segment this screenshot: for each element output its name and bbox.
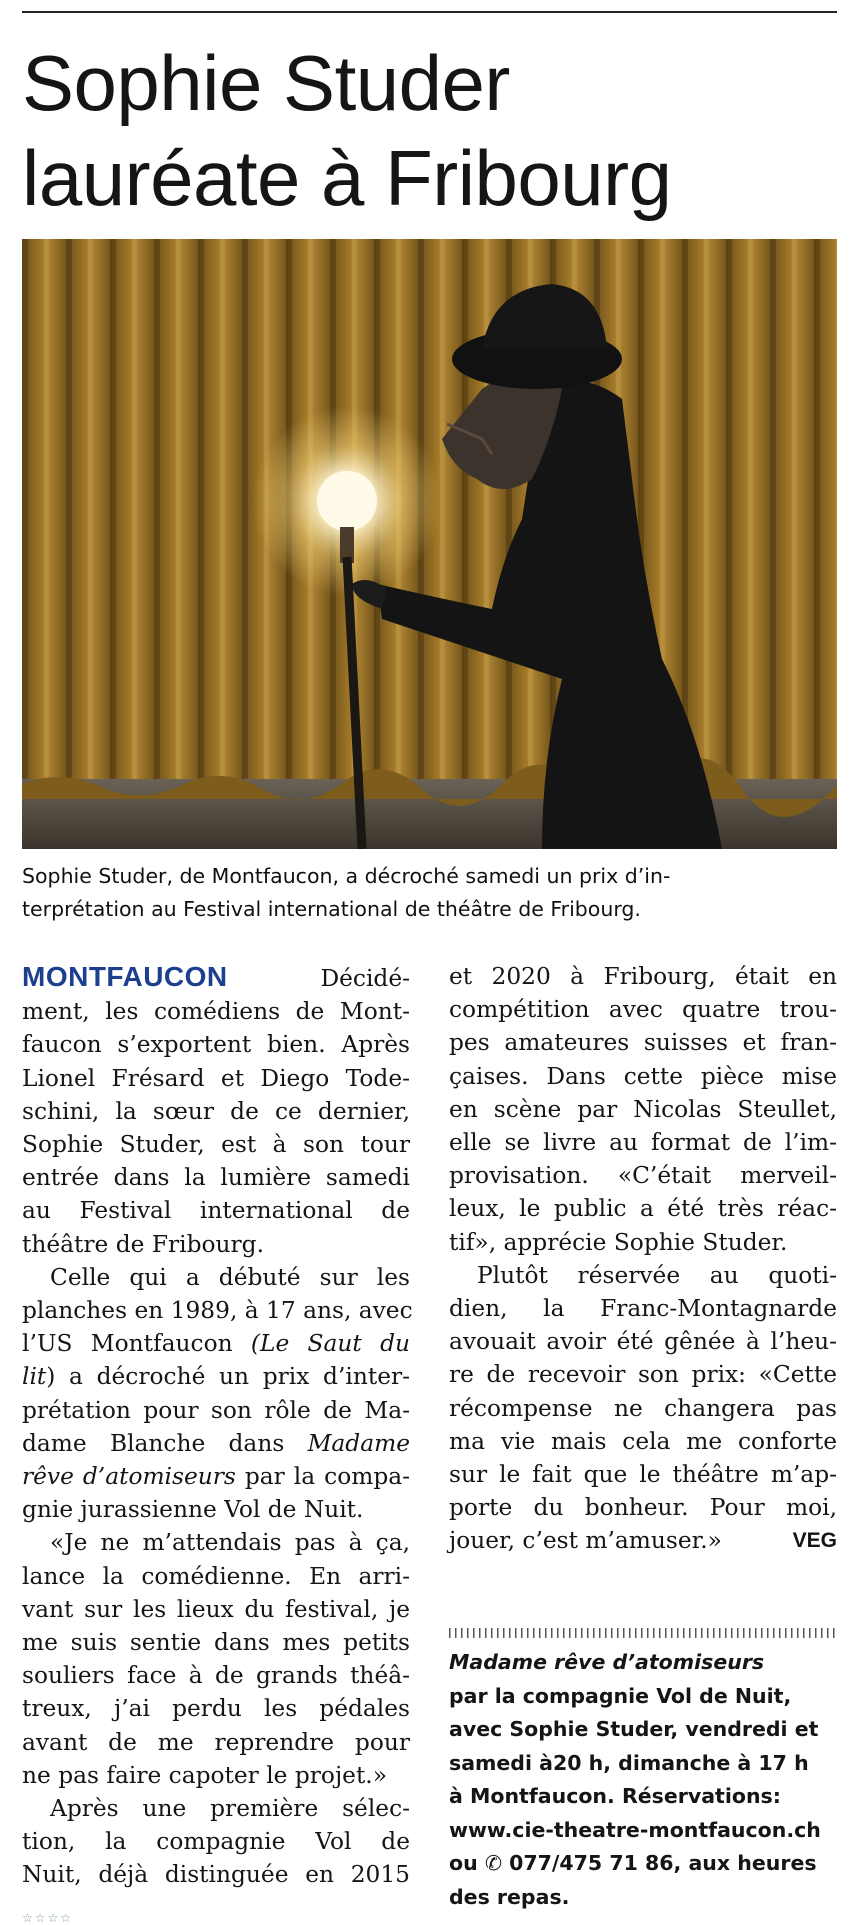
column-1-line: l’US Montfaucon (Le Saut du	[22, 1330, 410, 1358]
caption-line-2: terprétation au Festival international de théâtre de Fribourg.	[22, 897, 641, 921]
column-1-line: prétation pour son rôle de Ma-	[22, 1396, 410, 1424]
column-1-line: Sophie Studer, est à son tour	[22, 1131, 410, 1159]
caption-line-1: Sophie Studer, de Montfaucon, a décroché samedi un prix d’in-	[22, 864, 671, 888]
photo-caption	[22, 860, 842, 926]
column-2-line: sur le fait que le théâtre m’ap-	[449, 1461, 837, 1489]
column-2-line: avouait avoir été gênée à l’heu-	[449, 1328, 837, 1356]
column-2-line: jouer, c’est m’amuser.» VEG	[449, 1524, 837, 1557]
column-1-line: gnie jurassienne Vol de Nuit.	[22, 1496, 364, 1524]
column-1-line: MONTFAUCON Décidé-	[22, 961, 410, 992]
top-rule	[22, 11, 837, 13]
column-1-line: dame Blanche dans Madame	[22, 1429, 410, 1457]
column-1-line: Lionel Frésard et Diego Tode-	[22, 1064, 410, 1092]
column-1-line: souliers face à de grands théâ-	[22, 1662, 410, 1690]
event-line: par la compagnie Vol de Nuit,	[449, 1683, 792, 1708]
column-2-line: çaises. Dans cette pièce mise	[449, 1062, 837, 1090]
column-1-line: lit) a décroché un prix d’inter-	[22, 1363, 410, 1391]
column-2-line: provisation. «C’était merveil-	[449, 1162, 837, 1190]
column-1-line: au Festival international de	[22, 1197, 410, 1225]
column-1-line: avant de me reprendre pour	[22, 1728, 410, 1756]
headline-line-1: Sophie Studer	[22, 39, 510, 127]
event-info-box	[449, 1646, 849, 1914]
column-1-line: rêve d’atomiseurs par la compa-	[22, 1463, 410, 1491]
column-2-line: ma vie mais cela me conforte	[449, 1427, 837, 1455]
column-1-line: entrée dans la lumière samedi	[22, 1164, 410, 1192]
column-1-line: ment, les comédiens de Mont-	[22, 998, 410, 1026]
rating-stars: ☆☆☆☆	[22, 1911, 74, 1925]
photo-illustration	[22, 239, 837, 849]
event-website: www.cie-theatre-montfaucon.ch	[449, 1817, 821, 1842]
column-1-line: «Je ne m’attendais pas à ça,	[50, 1529, 410, 1557]
column-1-line: faucon s’exportent bien. Après	[22, 1031, 410, 1059]
column-2-line: re de recevoir son prix: «Cette	[449, 1361, 837, 1389]
kicker-montfaucon: MONTFAUCON	[22, 961, 228, 992]
article-photo	[22, 239, 837, 849]
event-line: des repas.	[449, 1884, 570, 1909]
headline-line-2: lauréate à Fribourg	[22, 134, 672, 222]
column-1-line: Après une première sélec-	[50, 1795, 410, 1823]
author-signature: VEG	[792, 1529, 837, 1553]
event-title: Madame rêve d’atomiseurs	[449, 1650, 765, 1674]
column-2-line: elle se livre au format de l’im-	[449, 1129, 837, 1157]
column-1-line: planches en 1989, à 17 ans, avec	[22, 1297, 413, 1325]
info-box-rule	[449, 1628, 837, 1638]
column-2-line: Plutôt réservée au quoti-	[477, 1261, 837, 1289]
column-2-line: tif», apprécie Sophie Studer.	[449, 1228, 788, 1256]
column-1-line: théâtre de Fribourg.	[22, 1230, 264, 1258]
event-line: à Montfaucon. Réservations:	[449, 1784, 781, 1808]
column-2-line: porte du bonheur. Pour moi,	[449, 1494, 837, 1522]
column-1-line: me suis sentie dans mes petits	[22, 1629, 410, 1657]
column-1-line: schini, la sœur de ce dernier,	[22, 1097, 410, 1125]
headline	[22, 36, 842, 226]
event-phone: ou ✆ 077/475 71 86, aux heures	[449, 1851, 817, 1875]
column-2-line: et 2020 à Fribourg, était en	[449, 963, 837, 990]
article-column-1	[22, 960, 413, 1892]
event-line: avec Sophie Studer, vendredi et	[449, 1717, 819, 1741]
column-2-line: dien, la Franc-Montagnarde	[449, 1295, 837, 1323]
column-2-line: pes amateures suisses et fran-	[449, 1029, 837, 1057]
column-1-line: treux, j’ai perdu les pédales	[22, 1695, 410, 1723]
column-1-line: ne pas faire capoter le projet.»	[22, 1761, 387, 1789]
column-2-line: compétition avec quatre trou-	[449, 996, 837, 1024]
article-column-2	[449, 960, 837, 1558]
column-2-line: en scène par Nicolas Steullet,	[449, 1095, 837, 1123]
column-1-line: Celle qui a débuté sur les	[50, 1263, 410, 1291]
column-1-line: lance la comédienne. En arri-	[22, 1562, 410, 1590]
column-1-line: Nuit, déjà distinguée en 2015	[22, 1861, 410, 1889]
event-line: samedi à20 h, dimanche à 17 h	[449, 1750, 809, 1775]
column-2-line: leux, le public a été très réac-	[449, 1195, 837, 1223]
column-1-line: tion, la compagnie Vol de	[22, 1828, 410, 1856]
column-2-line: récompense ne changera pas	[449, 1394, 837, 1422]
column-1-line: vant sur les lieux du festival, je	[22, 1595, 410, 1623]
